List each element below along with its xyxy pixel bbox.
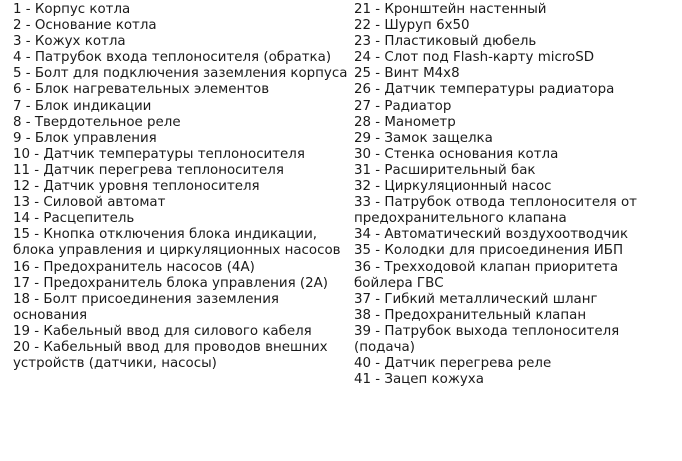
legend-item-18 bbox=[13, 292, 348, 324]
legend-item-6 bbox=[13, 82, 348, 98]
legend-item-text: 36 - Трехходовой клапан приоритета бойлера ГВС bbox=[354, 259, 619, 291]
legend-item-text: 19 - Кабельный ввод для силового кабеля bbox=[13, 323, 312, 339]
legend-item-text: 12 - Датчик уровня теплоносителя bbox=[13, 179, 260, 195]
legend-item-1 bbox=[13, 2, 348, 18]
legend-item-41 bbox=[354, 372, 679, 388]
legend-item-text: 17 - Предохранитель блока управления (2А) bbox=[13, 275, 329, 291]
legend-item-11 bbox=[13, 163, 348, 179]
legend-item-26 bbox=[354, 82, 679, 98]
legend-item-40 bbox=[354, 356, 679, 372]
legend-item-text: 5 - Болт для подключения заземления корпуса bbox=[13, 66, 348, 82]
legend-item-text: 33 - Патрубок отвода теплоносителя от предохранительного клапана bbox=[354, 195, 637, 227]
legend-item-3 bbox=[13, 34, 348, 50]
legend-item-text: 7 - Блок индикации bbox=[13, 98, 152, 114]
legend-left-column bbox=[13, 2, 348, 372]
legend-item-22 bbox=[354, 18, 679, 34]
legend-item-25 bbox=[354, 66, 679, 82]
legend-item-2 bbox=[13, 18, 348, 34]
legend-item-text: 24 - Слот под Flash-карту microSD bbox=[354, 50, 595, 66]
legend-right-column bbox=[354, 2, 679, 388]
legend-item-text: 9 - Блок управления bbox=[13, 130, 157, 146]
legend-item-31 bbox=[354, 163, 679, 179]
legend-item-34 bbox=[354, 227, 679, 243]
legend-item-text: 20 - Кабельный ввод для проводов внешних устройств (датчики, насосы) bbox=[13, 339, 328, 372]
legend-item-text: 31 - Расширительный бак bbox=[354, 162, 536, 178]
legend-item-text: 32 - Циркуляционный насос bbox=[354, 179, 552, 195]
legend-item-21 bbox=[354, 2, 679, 18]
legend-item-text: 10 - Датчик температуры теплоносителя bbox=[13, 146, 305, 162]
legend-item-20 bbox=[13, 340, 348, 372]
legend-item-text: 30 - Стенка основания котла bbox=[354, 146, 559, 162]
legend-item-9 bbox=[13, 131, 348, 147]
legend-item-12 bbox=[13, 179, 348, 195]
legend-item-38 bbox=[354, 308, 679, 324]
legend-item-text: 27 - Радиатор bbox=[354, 98, 452, 114]
legend-item-19 bbox=[13, 324, 348, 340]
legend-item-text: 39 - Патрубок выхода теплоносителя (подача) bbox=[354, 323, 620, 355]
legend-item-29 bbox=[354, 131, 679, 147]
legend-item-text: 3 - Кожух котла bbox=[13, 34, 126, 50]
legend-item-4 bbox=[13, 50, 348, 66]
legend-item-24 bbox=[354, 50, 679, 66]
legend-item-text: 41 - Зацеп кожуха bbox=[354, 372, 484, 388]
legend-item-27 bbox=[354, 99, 679, 115]
legend-item-39 bbox=[354, 324, 679, 356]
legend-item-text: 22 - Шуруп 6х50 bbox=[354, 18, 470, 34]
legend-item-28 bbox=[354, 115, 679, 131]
legend-item-16 bbox=[13, 260, 348, 276]
legend-item-33 bbox=[354, 195, 679, 227]
legend-item-14 bbox=[13, 211, 348, 227]
legend-item-text: 38 - Предохранительный клапан bbox=[354, 307, 587, 323]
legend-item-text: 29 - Замок защелка bbox=[354, 130, 493, 146]
legend-item-text: 35 - Колодки для присоединения ИБП bbox=[354, 243, 624, 259]
legend-item-17 bbox=[13, 276, 348, 292]
legend-item-text: 15 - Кнопка отключения блока индикации, блока управления и циркуляционных насосов bbox=[13, 227, 341, 259]
legend-item-text: 8 - Твердотельное реле bbox=[13, 114, 181, 130]
legend-item-15 bbox=[13, 227, 348, 259]
legend-item-text: 21 - Кронштейн настенный bbox=[354, 2, 547, 17]
legend-item-10 bbox=[13, 147, 348, 163]
legend-item-text: 26 - Датчик температуры радиатора bbox=[354, 82, 615, 98]
legend-item-text: 18 - Болт присоединения заземления основания bbox=[13, 291, 279, 323]
legend-item-32 bbox=[354, 179, 679, 195]
legend-item-text: 34 - Автоматический воздухоотводчик bbox=[354, 227, 629, 243]
legend-item-text: 40 - Датчик перегрева реле bbox=[354, 356, 552, 372]
legend-item-text: 1 - Корпус котла bbox=[13, 2, 131, 17]
legend-item-text: 37 - Гибкий металлический шланг bbox=[354, 291, 598, 307]
legend-item-text: 23 - Пластиковый дюбель bbox=[354, 34, 537, 50]
legend-item-36 bbox=[354, 260, 679, 292]
legend-item-text: 13 - Силовой автомат bbox=[13, 195, 166, 211]
legend-item-text: 6 - Блок нагревательных элементов bbox=[13, 82, 270, 98]
legend-item-text: 2 - Основание котла bbox=[13, 18, 157, 34]
legend-item-text: 25 - Винт М4х8 bbox=[354, 66, 460, 82]
legend-item-13 bbox=[13, 195, 348, 211]
legend-item-23 bbox=[354, 34, 679, 50]
legend-item-text: 4 - Патрубок входа теплоносителя (обратка) bbox=[13, 50, 332, 66]
legend-item-35 bbox=[354, 243, 679, 259]
legend-item-text: 28 - Манометр bbox=[354, 114, 456, 130]
legend-item-8 bbox=[13, 115, 348, 131]
legend-item-text: 11 - Датчик перегрева теплоносителя bbox=[13, 162, 284, 178]
legend-item-37 bbox=[354, 292, 679, 308]
legend-item-30 bbox=[354, 147, 679, 163]
legend-item-text: 16 - Предохранитель насосов (4А) bbox=[13, 259, 255, 275]
legend-item-5 bbox=[13, 66, 348, 82]
legend-item-7 bbox=[13, 99, 348, 115]
legend-item-text: 14 - Расцепитель bbox=[13, 211, 135, 227]
parts-legend bbox=[0, 2, 682, 461]
